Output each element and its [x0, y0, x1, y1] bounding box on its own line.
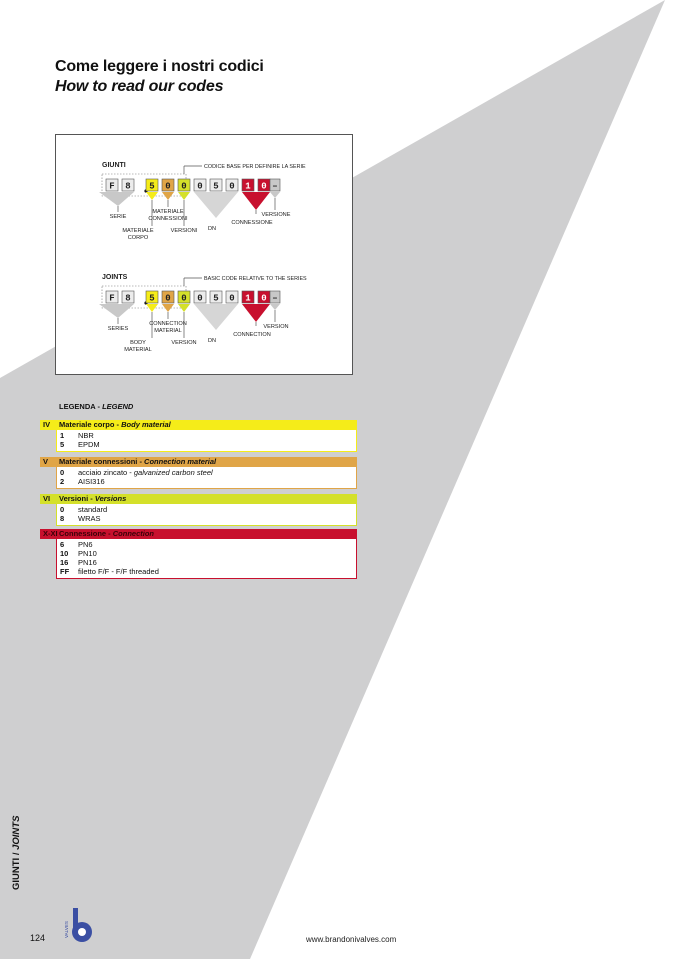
- base-code-label: BASIC CODE RELATIVE TO THE SERIES: [204, 276, 307, 282]
- label-dn: DN: [207, 338, 217, 344]
- legend-section-label-en: Connection: [112, 529, 155, 538]
- legend-section-number: X-XI: [43, 529, 58, 538]
- legend-section-header: [40, 494, 357, 504]
- legend-row-code: 2: [60, 477, 65, 486]
- code-char: F: [109, 181, 115, 192]
- code-char: 0: [181, 293, 187, 304]
- legend-section-label: [59, 529, 154, 539]
- page-title: Come leggere i nostri codici: [55, 58, 264, 75]
- legend-row-text-it: NBR: [78, 431, 94, 440]
- legend-row-text-it: WRAS: [78, 514, 101, 523]
- legend-section-body: [56, 430, 357, 452]
- diagram-heading: JOINTS: [102, 274, 128, 281]
- triangle-dn: [194, 304, 238, 330]
- legend-section-label-it: Materiale corpo -: [59, 420, 122, 429]
- legend-row-text: [78, 514, 101, 523]
- legend-row: [57, 514, 356, 523]
- legend-row-code: 1: [60, 431, 65, 440]
- legend-section-label: [59, 420, 171, 430]
- label-connection-material: CONNECTION: [149, 321, 187, 327]
- code-char: 1: [245, 293, 251, 304]
- legend-row-code: 8: [60, 514, 65, 523]
- triangle-connection: [242, 192, 270, 210]
- legend-section-label: [59, 457, 216, 467]
- triangle-connection-material: [162, 304, 174, 312]
- base-code-label: CODICE BASE PER DEFINIRE LA SERIE: [204, 164, 306, 170]
- code-char: 0: [197, 181, 203, 192]
- legend-row-text-it: PN6: [78, 540, 93, 549]
- website-link[interactable]: www.brandonivalves.com: [306, 935, 397, 944]
- legend-row: [57, 549, 356, 558]
- code-char: 0: [165, 293, 171, 304]
- legend-row: [57, 431, 356, 440]
- code-char: 0: [197, 293, 203, 304]
- label-body-material: MATERIAL: [124, 347, 152, 353]
- legend-row-text-it: standard: [78, 505, 108, 514]
- legend-row-text: [78, 567, 159, 576]
- legend-section-number: VI: [43, 494, 51, 503]
- page-subtitle: How to read our codes: [55, 78, 224, 95]
- legend-row: [57, 558, 356, 567]
- legend-row-text: [78, 440, 100, 449]
- triangle-dn: [194, 192, 238, 218]
- legend-title-en: LEGEND: [102, 402, 134, 411]
- legend-row-text-it: PN16: [78, 558, 97, 567]
- legend-row: [57, 477, 356, 486]
- legend-title: [59, 402, 133, 411]
- label-versions: VERSION: [171, 340, 197, 346]
- legend-row: [57, 440, 356, 449]
- triangle-version-end: [270, 192, 280, 198]
- code-char: 8: [125, 181, 131, 192]
- page-number: 124: [30, 933, 46, 943]
- legend-row-code: 6: [60, 540, 65, 549]
- legend-section-label-en: Versions: [94, 494, 127, 503]
- triangle-version-end: [270, 304, 280, 310]
- legend-section-body: [56, 504, 357, 526]
- legend-row-text: [78, 477, 105, 486]
- legend-section: [40, 494, 357, 526]
- code-char: F: [109, 293, 115, 304]
- section-side-label: [11, 816, 22, 890]
- legend-section-body: [56, 539, 357, 579]
- legend-section-header: [40, 420, 357, 430]
- legend-row-code: 16: [60, 558, 69, 567]
- code-char: –: [272, 293, 278, 304]
- code-char: 0: [229, 293, 235, 304]
- code-char: 5: [213, 293, 219, 304]
- legend-section-label-en: Connection material: [144, 457, 217, 466]
- legend-row-code: FF: [60, 567, 70, 576]
- label-connection-material: MATERIALE: [152, 209, 184, 215]
- code-char: 8: [125, 293, 131, 304]
- label-body-material: BODY: [130, 340, 146, 346]
- triangle-connection-material: [162, 192, 174, 200]
- legend-section-number: V: [43, 457, 49, 466]
- label-version: VERSION: [263, 324, 289, 330]
- legend-row-text: [78, 468, 213, 477]
- label-serie: SERIE: [109, 214, 127, 220]
- label-connection-material: CONNESSIONI: [148, 216, 188, 222]
- legend-row-text-it: filetto F/F - F/F threaded: [78, 567, 159, 576]
- legend-section: [40, 529, 357, 579]
- label-body-material: CORPO: [127, 235, 149, 241]
- code-char: 1: [245, 181, 251, 192]
- label-connection-material: MATERIAL: [154, 328, 182, 334]
- legend-section-header: [40, 457, 357, 467]
- legend-section: [40, 457, 357, 489]
- label-versions: VERSIONI: [170, 228, 198, 234]
- code-char: –: [272, 181, 278, 192]
- side-label-it: GIUNTI /: [11, 849, 22, 890]
- label-serie: SERIES: [107, 326, 129, 332]
- legend-section-label-it: Versioni -: [59, 494, 95, 503]
- label-body-material: MATERIALE: [122, 228, 154, 234]
- code-char: 0: [261, 181, 267, 192]
- code-char: 5: [149, 181, 155, 192]
- legend-row-code: 0: [60, 468, 65, 477]
- legend-section-number: IV: [43, 420, 51, 429]
- label-connection: CONNECTION: [233, 332, 271, 338]
- legend-row-text-it: acciaio zincato -: [78, 468, 134, 477]
- legend-row-code: 0: [60, 505, 65, 514]
- code-char: 5: [213, 181, 219, 192]
- legend-section-label-en: Body material: [121, 420, 171, 429]
- legend-row-code: 5: [60, 440, 65, 449]
- legend-row-text: [78, 505, 107, 514]
- legend-section-body: [56, 467, 357, 489]
- triangle-serie: [99, 304, 134, 318]
- legend-title-it: LEGENDA -: [59, 402, 103, 411]
- label-dn: DN: [207, 226, 217, 232]
- label-version: VERSIONE: [261, 212, 291, 218]
- code-diagram: [55, 134, 353, 375]
- legend-row-text: [78, 431, 94, 440]
- legend-row-text: [78, 549, 97, 558]
- code-char: 0: [261, 293, 267, 304]
- brandoni-logo: [64, 908, 94, 944]
- code-char: 5: [149, 293, 155, 304]
- legend-row-text-it: EPDM: [78, 440, 100, 449]
- legend-row: [57, 468, 356, 477]
- code-char: 0: [165, 181, 171, 192]
- code-char: 0: [229, 181, 235, 192]
- legend-section-label: [59, 494, 126, 504]
- legend-row-text: [78, 540, 93, 549]
- legend-row-code: 10: [60, 549, 69, 558]
- code-diagram-svg: [56, 135, 354, 376]
- legend-row: [57, 505, 356, 514]
- legend-section-label-it: Materiale connessioni -: [59, 457, 145, 466]
- diagram-heading: GIUNTI: [102, 162, 126, 169]
- label-connection: CONNESSIONE: [231, 220, 273, 226]
- legend-row-text: [78, 558, 97, 567]
- legend-row-text-it: AISI316: [78, 477, 105, 486]
- triangle-connection: [242, 304, 270, 322]
- code-char: 0: [181, 181, 187, 192]
- legend-row: [57, 540, 356, 549]
- legend-section-label-it: Connessione -: [59, 529, 113, 538]
- legend-row: [57, 567, 356, 576]
- legend-row-text-en: galvanized carbon steel: [133, 468, 213, 477]
- legend-section-header: [40, 529, 357, 539]
- triangle-serie: [99, 192, 134, 206]
- svg-text:VALVES: VALVES: [64, 921, 69, 938]
- legend-section: [40, 420, 357, 452]
- side-label-en: JOINTS: [11, 815, 22, 850]
- legend-row-text-it: PN10: [78, 549, 97, 558]
